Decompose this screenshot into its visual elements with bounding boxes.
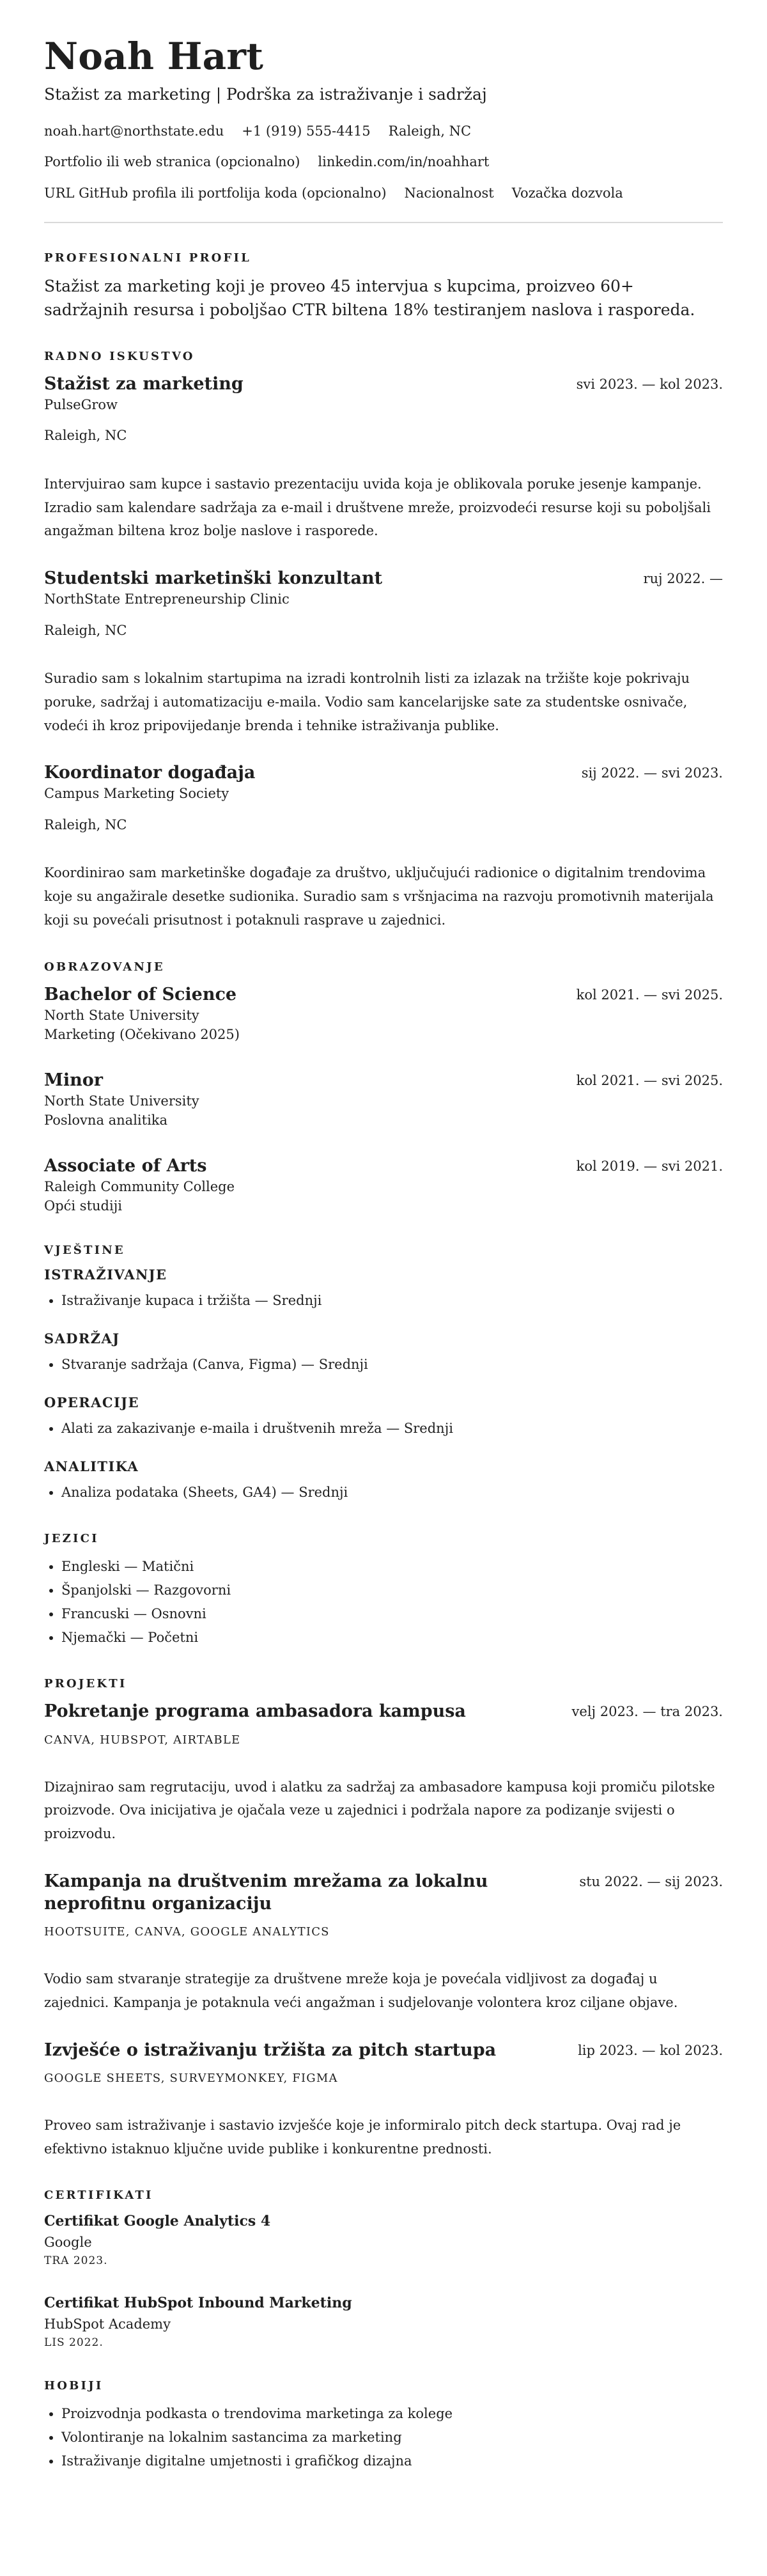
section-title: HOBIJI xyxy=(44,2379,104,2393)
skill-item: • Stvaranje sadržaja (Canva, Figma) — Srednji xyxy=(61,1353,723,1377)
entry-header xyxy=(44,1069,723,1091)
experience-item xyxy=(44,761,723,932)
skill-group xyxy=(44,1267,723,1313)
education-date: kol 2019. — svi 2021. xyxy=(576,1158,723,1174)
education-school: North State University xyxy=(44,1093,199,1109)
experience-date: svi 2023. — kol 2023. xyxy=(576,376,723,392)
project-item xyxy=(44,1700,723,1845)
hobby-item: • Istraživanje digitalne umjetnosti i grafičkog dizajna xyxy=(61,2449,723,2473)
skill-heading: ANALITIKA xyxy=(44,1458,139,1474)
experience-role: Stažist za marketing xyxy=(44,373,244,394)
experience-location: Raleigh, NC xyxy=(44,622,127,638)
section-title: VJEŠTINE xyxy=(44,1244,125,1258)
experience-company: NorthState Entrepreneurship Clinic xyxy=(44,591,290,607)
certificates-section xyxy=(44,2189,723,2351)
portfolio-link[interactable]: Portfolio ili web stranica (opcionalno) xyxy=(44,154,300,170)
section-title: PROJEKTI xyxy=(44,1677,127,1691)
skill-heading: SADRŽAJ xyxy=(44,1331,120,1347)
driving-license: Vozačka dozvola xyxy=(511,185,623,201)
skill-heading: ISTRAŽIVANJE xyxy=(44,1267,167,1283)
education-degree: Associate of Arts xyxy=(44,1155,207,1176)
project-description: Dizajnirao sam regrutaciju, uvod i alatku za sadržaj za ambasadore kampusa koji promiču pilotske proizvode. Ova inicijativa je ojačala veze u zajednici i podržala napore za podizanje svijesti o proizvodu. xyxy=(44,1779,715,1842)
language-item: • Njemački — Početni xyxy=(61,1626,723,1650)
entry-header xyxy=(44,1870,723,1915)
linkedin-link[interactable]: linkedin.com/in/noahhart xyxy=(318,154,490,170)
profile-text: Stažist za marketing koji je proveo 45 intervjua s kupcima, proizveo 60+ sadržajnih resursa i poboljšao CTR biltena 18% testiranjem naslova i rasporeda. xyxy=(44,276,695,319)
skill-group xyxy=(44,1394,723,1440)
experience-description: Suradio sam s lokalnim startupima na izradi kontrolnih listi za izlazak na tržište koje pokrivaju poruke, sadržaj i automatizaciju e-maila. Vodio sam kancelarijske sate za studentske osnivače, vodeći ih kroz pripovijedanje brenda i tehnike istraživanja publike. xyxy=(44,671,690,733)
skill-item: • Analiza podataka (Sheets, GA4) — Srednji xyxy=(61,1481,723,1504)
project-tools: HOOTSUITE, CANVA, GOOGLE ANALYTICS xyxy=(44,1925,330,1939)
project-name: Pokretanje programa ambasadora kampusa xyxy=(44,1701,466,1722)
github-link[interactable]: URL GitHub profila ili portfolija koda (opcionalno) xyxy=(44,185,387,201)
section-title: JEZICI xyxy=(44,1532,99,1546)
certificate-name: Certifikat Google Analytics 4 xyxy=(44,2213,271,2230)
contact-line-3 xyxy=(44,184,723,202)
projects-section xyxy=(44,1677,723,2160)
experience-date: ruj 2022. — xyxy=(643,571,723,587)
resume-header xyxy=(44,37,723,202)
skill-group xyxy=(44,1458,723,1504)
section-title: PROFESIONALNI PROFIL xyxy=(44,251,252,265)
project-item xyxy=(44,1870,723,2015)
education-date: kol 2021. — svi 2025. xyxy=(576,1072,723,1088)
hobby-item: • Proizvodnja podkasta o trendovima marketinga za kolege xyxy=(61,2402,723,2426)
language-item: • Španjolski — Razgovorni xyxy=(61,1579,723,1602)
certificate-date: TRA 2023. xyxy=(44,2254,108,2267)
skill-item: • Alati za zakazivanje e-maila i društvenih mreža — Srednji xyxy=(61,1417,723,1440)
project-tools: GOOGLE SHEETS, SURVEYMONKEY, FIGMA xyxy=(44,2071,338,2085)
skill-list xyxy=(44,1289,723,1313)
education-detail: Marketing (Očekivano 2025) xyxy=(44,1027,240,1043)
entry-header xyxy=(44,1155,723,1177)
hobby-item: • Volontiranje na lokalnim sastancima za marketing xyxy=(61,2426,723,2449)
project-item xyxy=(44,2039,723,2161)
project-name: Kampanja na društvenim mrežama za lokalnu neprofitnu organizaciju xyxy=(44,1871,488,1914)
certificate-item xyxy=(44,2212,723,2269)
certificate-name: Certifikat HubSpot Inbound Marketing xyxy=(44,2295,352,2312)
certificate-issuer: Google xyxy=(44,2235,92,2251)
experience-description: Intervjuirao sam kupce i sastavio prezentaciju uvida koja je oblikovala poruke jesenje kampanje. Izradio sam kalendare sadržaja za e-mail i društvene mreže, proizvodeći resurse koji su poboljšali angažman biltena kroz bolje naslove i rasporede. xyxy=(44,476,711,539)
skill-group xyxy=(44,1331,723,1377)
education-item xyxy=(44,983,723,1045)
experience-item xyxy=(44,373,723,543)
project-description: Vodio sam stvaranje strategije za društvene mreže koja je povećala vidljivost za događaj u zajednici. Kampanja je potaknula veći angažman i sudjelovanje volontera kroz ciljane objave. xyxy=(44,1971,678,2010)
section-title: RADNO ISKUSTVO xyxy=(44,349,195,363)
entry-header xyxy=(44,373,723,395)
project-description: Proveo sam istraživanje i sastavio izvješće koje je informiralo pitch deck startupa. Ovaj rad je efektivno istaknuo ključne uvide publike i konkurentne prednosti. xyxy=(44,2117,681,2157)
entry-header xyxy=(44,567,723,589)
education-date: kol 2021. — svi 2025. xyxy=(576,987,723,1003)
skill-heading: OPERACIJE xyxy=(44,1394,139,1410)
skill-list xyxy=(44,1481,723,1504)
certificate-date: LIS 2022. xyxy=(44,2336,104,2349)
experience-company: Campus Marketing Society xyxy=(44,786,229,802)
project-date: lip 2023. — kol 2023. xyxy=(578,2042,723,2058)
project-name: Izvješće o istraživanju tržišta za pitch startupa xyxy=(44,2040,497,2060)
languages-section xyxy=(44,1532,723,1649)
experience-section xyxy=(44,350,723,932)
email[interactable]: noah.hart@northstate.edu xyxy=(44,123,224,139)
contact-line-2 xyxy=(44,153,723,171)
person-name: Noah Hart xyxy=(44,35,264,78)
skill-list xyxy=(44,1353,723,1377)
entry-header xyxy=(44,761,723,784)
experience-company: PulseGrow xyxy=(44,397,118,413)
hobbies-section xyxy=(44,2379,723,2472)
language-item: • Engleski — Matični xyxy=(61,1555,723,1579)
education-item xyxy=(44,1069,723,1130)
experience-date: sij 2022. — svi 2023. xyxy=(581,765,723,781)
education-detail: Opći studiji xyxy=(44,1198,122,1214)
profile-section xyxy=(44,251,723,322)
education-section xyxy=(44,960,723,1216)
education-detail: Poslovna analitika xyxy=(44,1112,168,1128)
skill-list xyxy=(44,1417,723,1440)
skills-section xyxy=(44,1244,723,1504)
entry-header xyxy=(44,983,723,1006)
contact-line-1 xyxy=(44,122,723,140)
experience-item xyxy=(44,567,723,737)
education-school: Raleigh Community College xyxy=(44,1178,235,1194)
experience-description: Koordinirao sam marketinške događaje za društvo, uključujući radionice o digitalnim trendovima koje su angažirale desetke sudionika. Suradio sam s vršnjacima na razvoju promotivnih materijala koji su povećali prisutnost i potaknuli rasprave u zajednici. xyxy=(44,865,714,928)
certificate-item xyxy=(44,2293,723,2351)
project-tools: CANVA, HUBSPOT, AIRTABLE xyxy=(44,1733,241,1747)
certificate-issuer: HubSpot Academy xyxy=(44,2316,171,2332)
language-list xyxy=(44,1555,723,1649)
education-school: North State University xyxy=(44,1007,199,1023)
hobby-list xyxy=(44,2402,723,2472)
education-degree: Bachelor of Science xyxy=(44,984,237,1004)
skill-item: • Istraživanje kupaca i tržišta — Srednji xyxy=(61,1289,723,1313)
experience-role: Studentski marketinški konzultant xyxy=(44,568,383,589)
nationality: Nacionalnost xyxy=(404,185,494,201)
phone[interactable]: +1 (919) 555-4415 xyxy=(242,123,371,139)
job-title: Stažist za marketing | Podrška za istraživanje i sadržaj xyxy=(44,84,487,104)
education-degree: Minor xyxy=(44,1070,104,1090)
experience-role: Koordinator događaja xyxy=(44,763,256,783)
experience-location: Raleigh, NC xyxy=(44,816,127,832)
section-title: CERTIFIKATI xyxy=(44,2189,153,2203)
language-item: • Francuski — Osnovni xyxy=(61,1602,723,1626)
project-date: velj 2023. — tra 2023. xyxy=(571,1704,723,1720)
entry-header xyxy=(44,2039,723,2061)
education-item xyxy=(44,1155,723,1216)
section-title: OBRAZOVANJE xyxy=(44,960,165,974)
header-divider xyxy=(44,222,723,223)
entry-header xyxy=(44,1700,723,1722)
location: Raleigh, NC xyxy=(388,123,472,139)
project-date: stu 2022. — sij 2023. xyxy=(579,1873,723,1889)
experience-location: Raleigh, NC xyxy=(44,428,127,444)
